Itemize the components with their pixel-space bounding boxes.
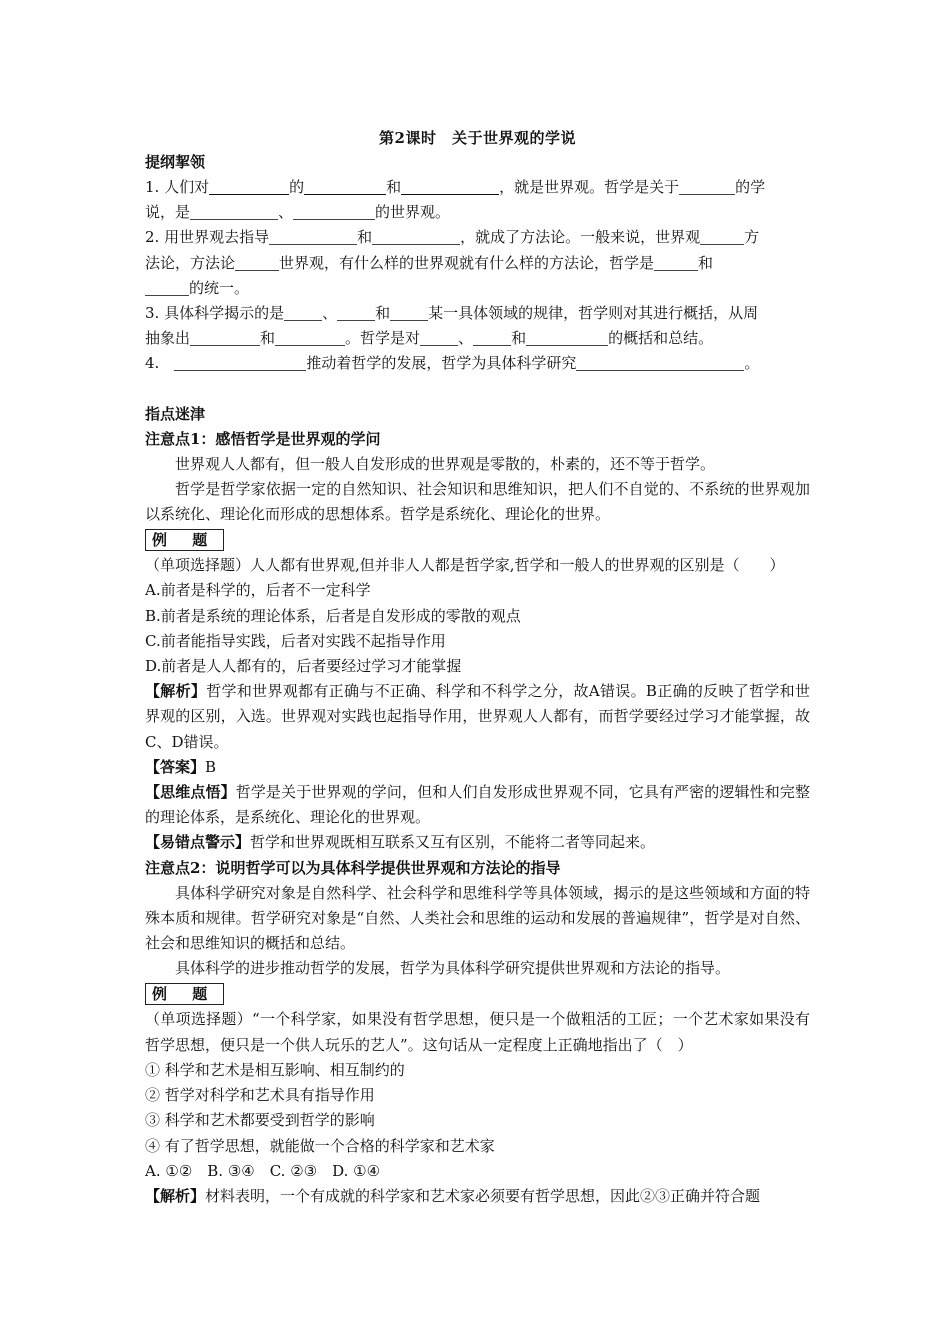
guide-heading: 指点迷津 bbox=[145, 404, 206, 423]
blank[interactable] bbox=[401, 178, 499, 195]
point1-paragraph-2: 哲学是哲学家依据一定的自然知识、社会知识和思维知识，把人们不自觉的、不系统的世界观加以系统化、理论化而形成的思想体系。哲学是系统化、理论化的世界。 bbox=[145, 479, 810, 524]
document-page bbox=[145, 126, 810, 1209]
blank[interactable] bbox=[174, 354, 306, 371]
example2-choices: A. ①② B. ③④ C. ②③ D. ①④ bbox=[145, 1161, 381, 1180]
outline-item-1: 1. 人们对 的 和 ，就是世界观。哲学是关于 的学 说，是 、 的世界观。 bbox=[145, 178, 766, 222]
point1-heading: 注意点1：感悟哲学是世界观的学问 bbox=[145, 429, 381, 448]
blank[interactable] bbox=[576, 354, 744, 371]
outline-heading: 提纲挈领 bbox=[145, 153, 206, 171]
outline-item-4: 4. 推动着哲学的发展，哲学为具体科学研究 。 bbox=[145, 354, 760, 373]
point1-paragraph-1: 世界观人人都有，但一般人自发形成的世界观是零散的，朴素的，还不等于哲学。 bbox=[175, 454, 716, 473]
blank[interactable] bbox=[235, 254, 279, 271]
example1-question: （单项选择题）人人都有世界观,但并非人人都是哲学家,哲学和一般人的世界观的区别是（ ） bbox=[145, 556, 785, 575]
blank[interactable] bbox=[337, 304, 375, 321]
blank[interactable] bbox=[304, 178, 386, 195]
outline-item-2: 2. 用世界观去指导 和 ，就成了方法论。一般来说，世界观 方 法论，方法论 世界观，有什么样的世界观就有什么样的方法论，哲学是 和 的统一。 bbox=[145, 228, 760, 297]
blank[interactable] bbox=[473, 329, 511, 346]
example1-insight: 【思维点悟】哲学是关于世界观的学问，但和人们自发形成世界观不同，它具有严密的逻辑性和完整的理论体系，是系统化、理论化的世界观。 bbox=[145, 783, 810, 827]
example2-option-3: ③ 科学和艺术都要受到哲学的影响 bbox=[145, 1111, 375, 1130]
blank[interactable] bbox=[190, 329, 260, 346]
example2-option-4: ④ 有了哲学思想，就能做一个合格的科学家和艺术家 bbox=[145, 1136, 495, 1155]
example2-analysis: 【解析】材料表明，一个有成就的科学家和艺术家必须要有哲学思想，因此②③正确并符合题 bbox=[145, 1186, 761, 1205]
point2-paragraph-2: 具体科学的进步推动哲学的发展，哲学为具体科学研究提供世界观和方法论的指导。 bbox=[175, 959, 731, 978]
blank[interactable] bbox=[654, 254, 698, 271]
blank[interactable] bbox=[420, 329, 458, 346]
blank[interactable] bbox=[700, 228, 744, 245]
example2-option-1: ① 科学和艺术是相互影响、相互制约的 bbox=[145, 1060, 405, 1079]
outline-item-3: 3. 具体科学揭示的是 、 和 某一具体领域的规律，哲学则对其进行概括，从周 抽象出 和 。哲学是对 、 和 的概括和总结。 bbox=[145, 304, 759, 348]
blank[interactable] bbox=[372, 228, 460, 245]
example1-answer: 【答案】B bbox=[145, 757, 217, 776]
point2-heading: 注意点2：说明哲学可以为具体科学提供世界观和方法论的指导 bbox=[145, 858, 561, 877]
example1-analysis: 【解析】哲学和世界观都有正确与不正确、科学和不科学之分，故A错误。B正确的反映了哲学和世界观的区别，入选。世界观对实践也起指导作用，世界观人人都有，而哲学要经过学习才能掌握，故C、D错误。 bbox=[145, 682, 810, 751]
example-label: 例 题 bbox=[145, 529, 224, 551]
example1-option-a: A.前者是科学的，后者不一定科学 bbox=[145, 581, 371, 600]
blank[interactable] bbox=[679, 178, 735, 195]
blank[interactable] bbox=[145, 279, 189, 296]
blank[interactable] bbox=[526, 329, 608, 346]
example2-question: （单项选择题）“一个科学家，如果没有哲学思想，便只是一个做粗活的工匠；一个艺术家如果没有哲学思想，便只是一个供人玩乐的艺人”。这句话从一定程度上正确地指出了（ ） bbox=[145, 1010, 810, 1054]
example2-option-2: ② 哲学对科学和艺术具有指导作用 bbox=[145, 1086, 375, 1105]
blank[interactable] bbox=[275, 329, 345, 346]
example1-option-d: D.前者是人人都有的，后者要经过学习才能掌握 bbox=[145, 657, 462, 676]
blank[interactable] bbox=[390, 304, 428, 321]
lesson-title: 第2课时 关于世界观的学说 bbox=[379, 129, 576, 147]
example1-option-c: C.前者能指导实践，后者对实践不起指导作用 bbox=[145, 631, 446, 650]
blank[interactable] bbox=[209, 178, 289, 195]
blank[interactable] bbox=[284, 304, 322, 321]
blank[interactable] bbox=[293, 203, 375, 220]
blank[interactable] bbox=[190, 203, 278, 220]
example-label: 例 题 bbox=[145, 983, 224, 1005]
point2-paragraph-1: 具体科学研究对象是自然科学、社会科学和思维科学等具体领域，揭示的是这些领域和方面的特殊本质和规律。哲学研究对象是“自然、人类社会和思维的运动和发展的普遍规律”，哲学是对自然、社会和思维知识的概括和总结。 bbox=[145, 883, 810, 953]
blank[interactable] bbox=[269, 228, 357, 245]
example1-warning: 【易错点警示】哲学和世界观既相互联系又互有区别，不能将二者等同起来。 bbox=[145, 833, 656, 852]
example1-option-b: B.前者是系统的理论体系，后者是自发形成的零散的观点 bbox=[145, 606, 521, 625]
